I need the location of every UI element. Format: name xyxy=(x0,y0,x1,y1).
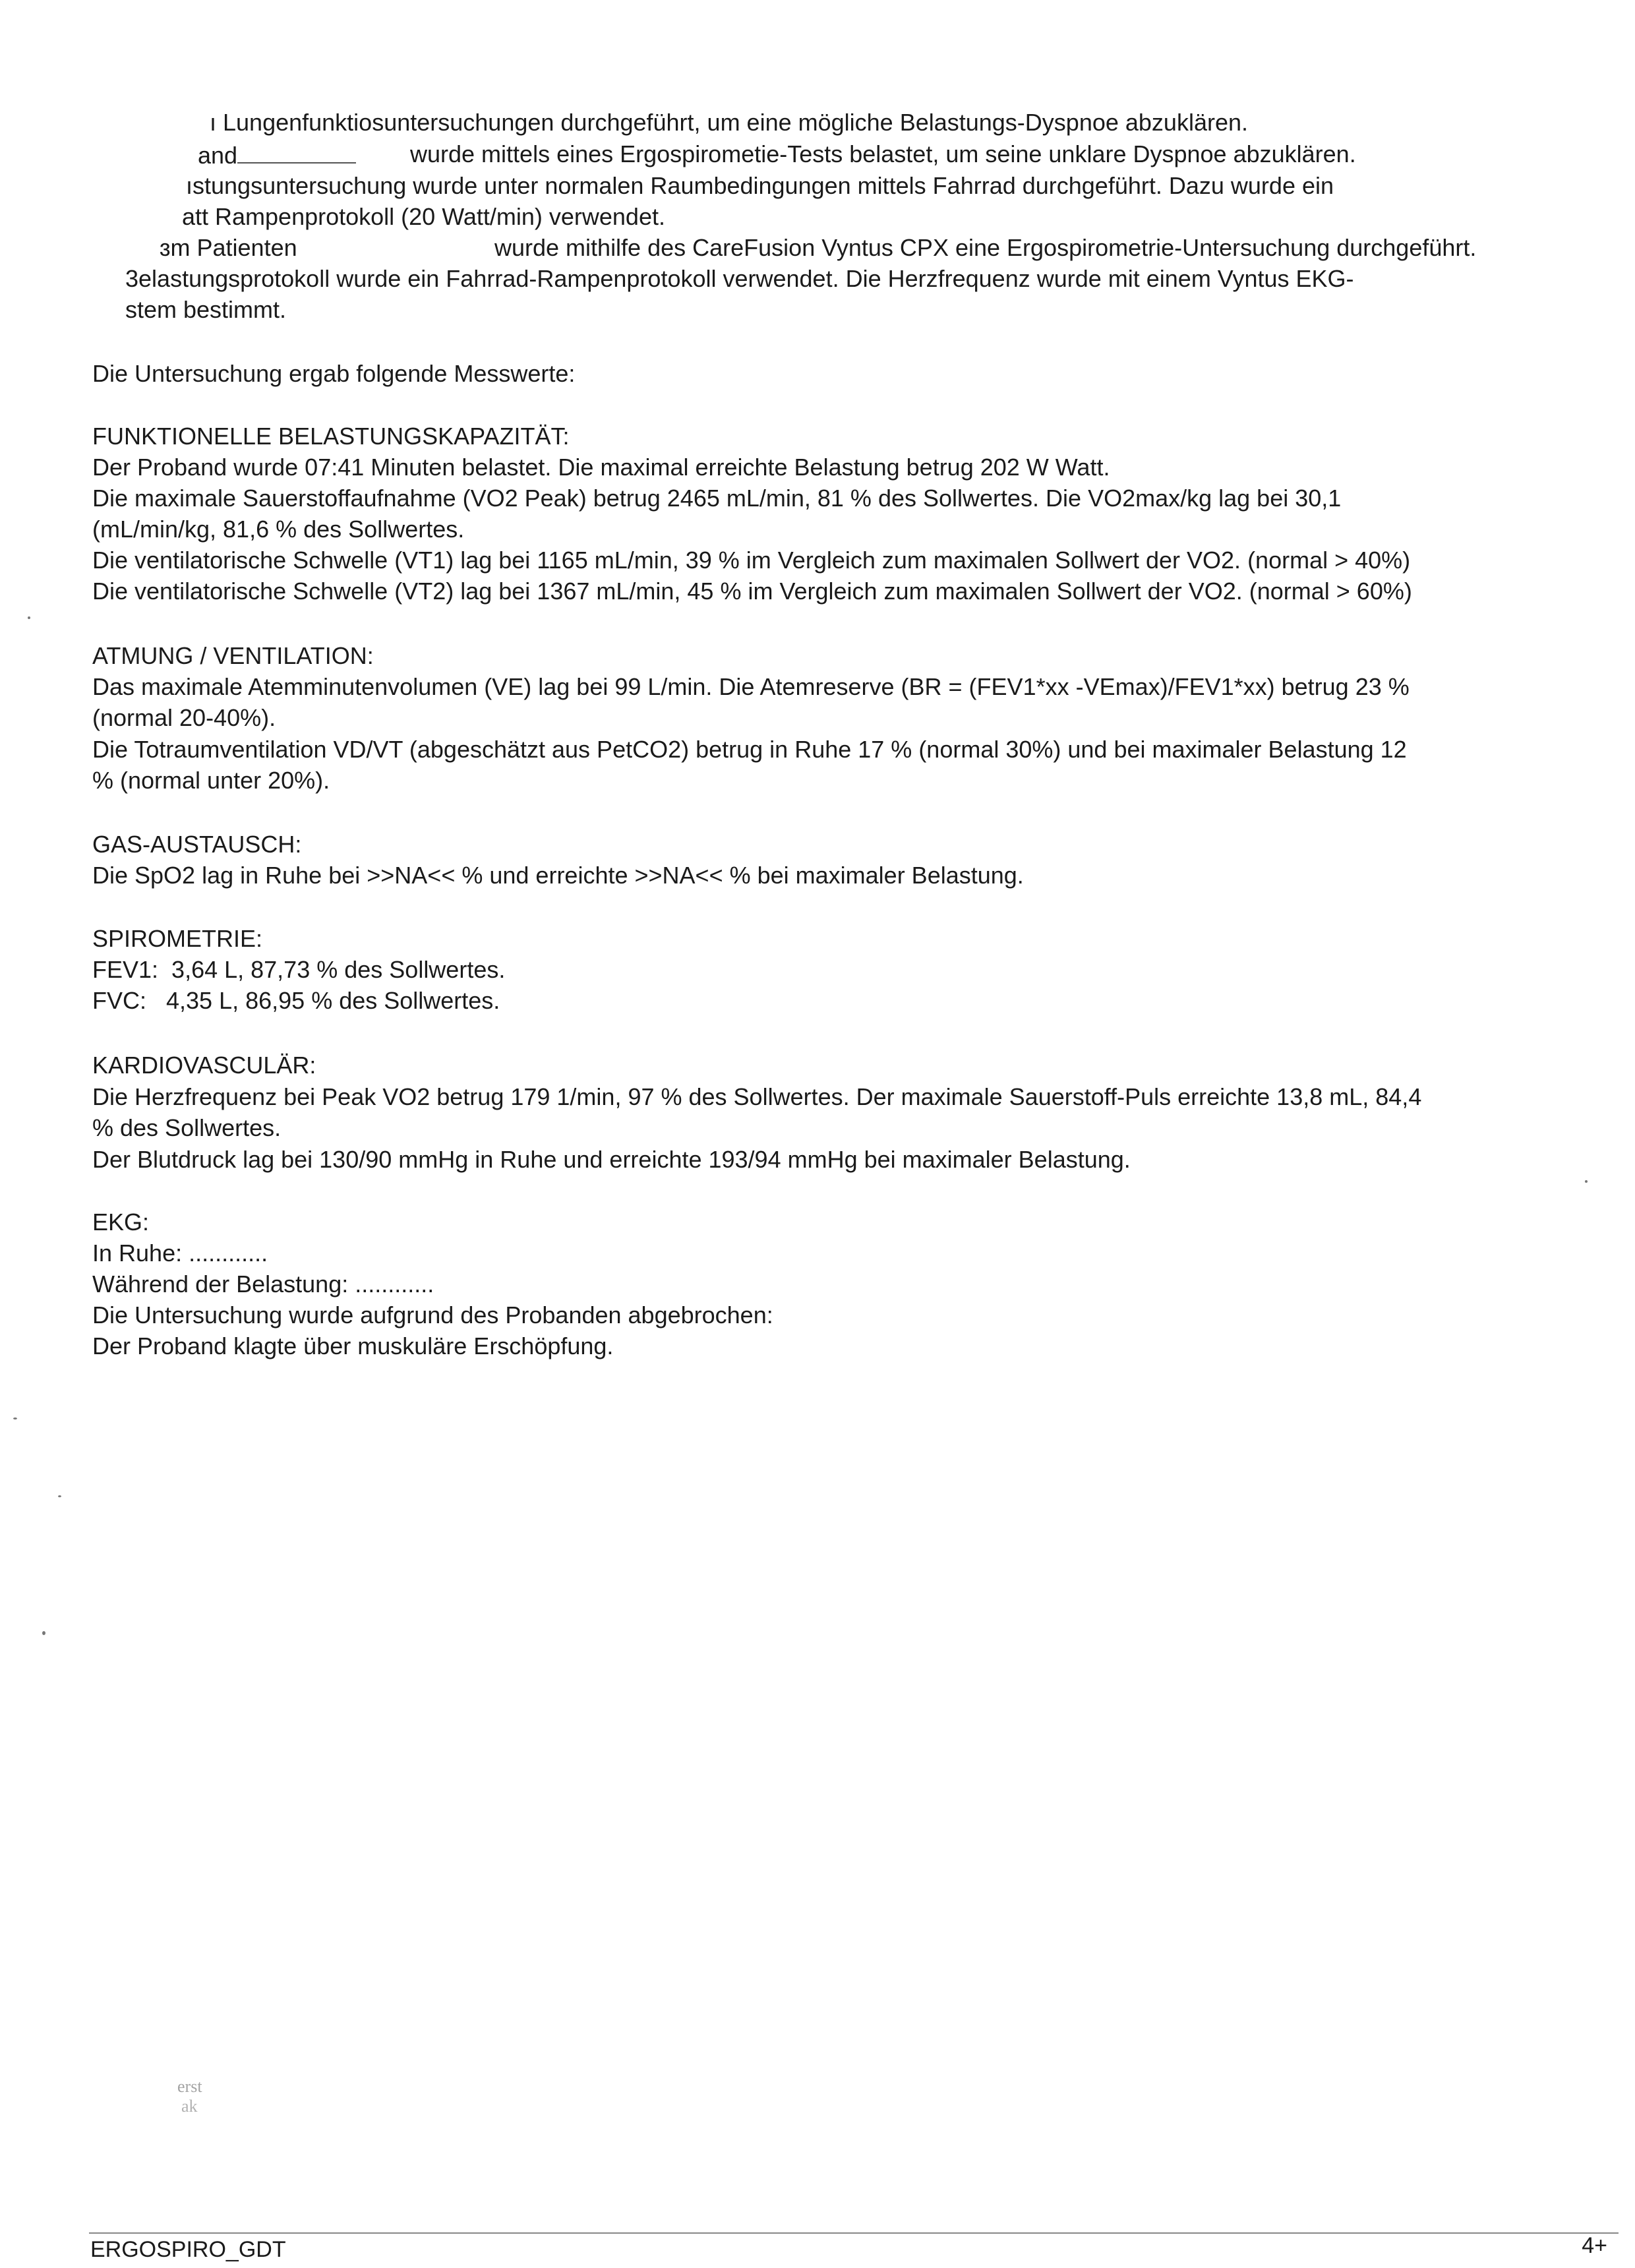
spirometrie-fev1: FEV1: 3,64 L, 87,73 % des Sollwertes. xyxy=(92,956,506,983)
section-heading-ekg: EKG: xyxy=(92,1209,150,1236)
section-heading-atmung: ATMUNG / VENTILATION: xyxy=(92,642,374,669)
kardio-line-1: Die Herzfrequenz bei Peak VO2 betrug 179 1/min, 97 % des Sollwertes. Der maximale Sauerstoff-Puls erreichte 13,8 mL, 84,4 xyxy=(92,1083,1422,1110)
intro-line-2-prefix xyxy=(198,138,356,171)
scan-speck xyxy=(42,1631,45,1635)
atmung-line-4: % (normal unter 20%). xyxy=(92,767,330,794)
intro-line-2: wurde mittels eines Ergospirometie-Tests belastet, um seine unklare Dyspnoe abzuklären. xyxy=(410,140,1356,167)
stamp-remnant xyxy=(175,2074,241,2120)
funktionelle-line-5: Die ventilatorische Schwelle (VT2) lag bei 1367 mL/min, 45 % im Vergleich zum maximalen Sollwert der VO2. (normal > 60%) xyxy=(92,578,1412,605)
results-intro: Die Untersuchung ergab folgende Messwerte: xyxy=(92,360,576,387)
ekg-line-erschoepfung: Der Proband klagte über muskuläre Erschöpfung. xyxy=(92,1332,614,1359)
atmung-line-2: (normal 20-40%). xyxy=(92,704,276,731)
footer-doc-id: ERGOSPIRO_GDT xyxy=(90,2237,286,2262)
section-heading-spirometrie: SPIROMETRIE: xyxy=(92,925,263,952)
gas-line-1: Die SpO2 lag in Ruhe bei >>NA<< % und erreichte >>NA<< % bei maximaler Belastung. xyxy=(92,862,1024,889)
ekg-line-abbruch: Die Untersuchung wurde aufgrund des Probanden abgebrochen: xyxy=(92,1301,773,1328)
funktionelle-line-3: (mL/min/kg, 81,6 % des Sollwertes. xyxy=(92,516,465,543)
kardio-line-3: Der Blutdruck lag bei 130/90 mmHg in Ruhe und erreichte 193/94 mmHg bei maximaler Belastung. xyxy=(92,1146,1131,1173)
section-heading-kardio: KARDIOVASCULÄR: xyxy=(92,1052,316,1079)
intro-line-5: wurde mithilfe des CareFusion Vyntus CPX eine Ergospirometrie-Untersuchung durchgeführt. xyxy=(494,234,1477,261)
funktionelle-line-4: Die ventilatorische Schwelle (VT1) lag bei 1165 mL/min, 39 % im Vergleich zum maximalen Sollwert der VO2. (normal > 40%) xyxy=(92,547,1411,574)
intro-line-1: ı Lungenfunktiosuntersuchungen durchgeführt, um eine mögliche Belastungs-Dyspnoe abzuklären. xyxy=(210,109,1248,136)
footer-page-number: 4+ xyxy=(1582,2233,1607,2258)
intro-line-3: ıstungsuntersuchung wurde unter normalen Raumbedingungen mittels Fahrrad durchgeführt. Dazu wurde ein xyxy=(186,172,1334,199)
footer-rule xyxy=(89,2232,1619,2234)
intro-line-2-prefix-text: and xyxy=(198,142,238,169)
intro-line-6: 3elastungsprotokoll wurde ein Fahrrad-Rampenprotokoll verwendet. Die Herzfrequenz wurde mit einem Vyntus EKG- xyxy=(125,265,1354,292)
redacted-name-blank xyxy=(237,138,356,164)
intro-line-5-prefix: ɜm Patienten xyxy=(160,234,297,261)
funktionelle-line-1: Der Proband wurde 07:41 Minuten belastet. Die maximal erreichte Belastung betrug 202 W Watt. xyxy=(92,454,1110,481)
funktionelle-line-2: Die maximale Sauerstoffaufnahme (VO2 Peak) betrug 2465 mL/min, 81 % des Sollwertes. Die VO2max/kg lag bei 30,1 xyxy=(92,485,1342,512)
section-heading-funktionelle: FUNKTIONELLE BELASTUNGSKAPAZITÄT: xyxy=(92,423,570,450)
scan-speck xyxy=(58,1495,61,1497)
atmung-line-3: Die Totraumventilation VD/VT (abgeschätzt aus PetCO2) betrug in Ruhe 17 % (normal 30%) und bei maximaler Belastung 12 xyxy=(92,736,1407,763)
atmung-line-1: Das maximale Atemminutenvolumen (VE) lag bei 99 L/min. Die Atemreserve (BR = (FEV1*xx -VEmax)/FEV1*xx) betrug 23 % xyxy=(92,673,1410,700)
scan-speck xyxy=(1585,1180,1588,1183)
intro-line-7: stem bestimmt. xyxy=(125,296,287,323)
ekg-line-belastung: Während der Belastung: ............ xyxy=(92,1270,434,1298)
stamp-text: erst xyxy=(177,2077,202,2096)
intro-line-4: att Rampenprotokoll (20 Watt/min) verwendet. xyxy=(182,203,665,230)
stamp-text-2: ak xyxy=(181,2097,198,2116)
scan-speck xyxy=(28,616,30,619)
scan-speck xyxy=(13,1418,17,1419)
section-heading-gas: GAS-AUSTAUSCH: xyxy=(92,831,302,858)
kardio-line-2: % des Sollwertes. xyxy=(92,1114,282,1141)
ekg-line-ruhe: In Ruhe: ............ xyxy=(92,1239,268,1267)
spirometrie-fvc: FVC: 4,35 L, 86,95 % des Sollwertes. xyxy=(92,987,500,1014)
